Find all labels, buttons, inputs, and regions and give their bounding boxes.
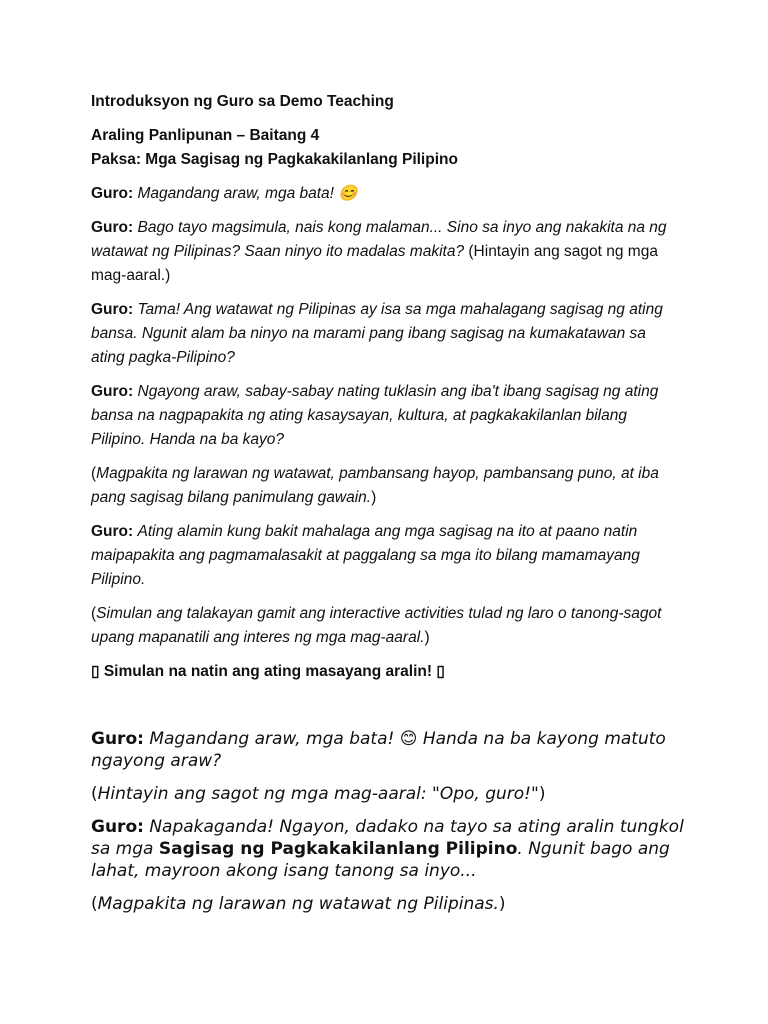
paragraph-5 [91, 462, 681, 510]
paragraph-6 [91, 520, 681, 592]
subject-line: Araling Panlipunan – Baitang 4 [91, 127, 320, 144]
paragraph-text: Magandang araw, mga bata! 😊 Handa na ba kayong matuto ngayong araw? [91, 729, 666, 771]
paragraph-2 [91, 216, 681, 288]
speaker-label: Guro: [91, 301, 134, 318]
paragraph-4 [91, 380, 681, 452]
paragraph-1 [91, 182, 681, 206]
paren-close: ) [498, 894, 506, 914]
paragraph-8 [91, 728, 691, 772]
paren-open: ( [91, 784, 98, 804]
instruction-text: Magpakita ng larawan ng watawat ng Pilipinas. [97, 894, 499, 914]
stage-note: (Hintayin ang sagot ng mga mag-aaral.) [91, 243, 658, 284]
emphasis-text: Sagisag ng Pagkakakilanlang Pilipino [158, 839, 518, 859]
paragraph-9 [91, 783, 691, 805]
speaker-label: Guro: [91, 523, 134, 540]
paren-open: ( [91, 605, 97, 622]
paren-open: ( [91, 465, 97, 482]
paragraph-10 [91, 816, 691, 882]
paragraph-text: . Ngunit bago ang lahat, mayroon akong isang tanong sa inyo... [91, 839, 670, 881]
paragraph-text: Napakaganda! Ngayon, dadako na tayo sa ating aralin tungkol sa mga [91, 817, 684, 859]
paren-close: ) [424, 629, 430, 646]
paragraph-7 [91, 602, 681, 650]
document-section-2 [91, 728, 691, 926]
speaker-label: Guro: [91, 729, 144, 749]
instruction-text: Simulan ang talakayan gamit ang interactive activities tulad ng laro o tanong-sagot upang mapanatili ang interes ng mga mag-aaral. [91, 605, 662, 646]
speaker-label: Guro: [91, 383, 134, 400]
paragraph-11 [91, 893, 691, 915]
speaker-label: Guro: [91, 817, 144, 837]
paragraph-text: Ating alamin kung bakit mahalaga ang mga sagisag na ito at paano natin maipapakita ang pagmamalasakit at paggalang sa mga ito bilang mamamayang Pilipino. [91, 523, 640, 588]
paragraph-text: Bago tayo magsimula, nais kong malaman... Sino sa inyo ang nakakita na ng watawat ng Pilipinas? Saan ninyo ito madalas makita? [91, 219, 667, 260]
paragraph-text: Tama! Ang watawat ng Pilipinas ay isa sa mga mahalagang sagisag ng ating bansa. Ngunit alam ba ninyo na marami pang ibang sagisag na kumakatawan sa ating pagka-Pilipino? [91, 301, 663, 366]
paragraph-3 [91, 298, 681, 370]
paren-close: ) [538, 784, 546, 804]
topic-line: Paksa: Mga Sagisag ng Pagkakakilanlang Pilipino [91, 151, 458, 168]
document-title: Introduksyon ng Guro sa Demo Teaching [91, 93, 394, 110]
instruction-text: Hintayin ang sagot ng mga mag-aaral: "Opo, guro!" [97, 784, 539, 804]
missing-glyph-icon: ▯ [436, 663, 445, 680]
paragraph-text: Ngayong araw, sabay-sabay nating tuklasin ang iba't ibang sagisag ng ating bansa na nagpapakita ng ating kasaysayan, kultura, at pagkakakilanlan bilang Pilipino. Handa na ba kayo? [91, 383, 659, 448]
instruction-text: Magpakita ng larawan ng watawat, pambansang hayop, pambansang puno, at iba pang sagisag bilang panimulang gawain. [91, 465, 659, 506]
lesson-info [91, 124, 681, 172]
paren-close: ) [371, 489, 377, 506]
paragraph-text: Magandang araw, mga bata! 😊 [137, 185, 358, 202]
paren-open: ( [91, 894, 98, 914]
speaker-label: Guro: [91, 219, 134, 236]
closing-line [91, 660, 681, 684]
speaker-label: Guro: [91, 185, 134, 202]
closing-text: Simulan na natin ang ating masayang aralin! [103, 663, 433, 680]
missing-glyph-icon: ▯ [91, 663, 100, 680]
document-section-1 [91, 90, 681, 694]
